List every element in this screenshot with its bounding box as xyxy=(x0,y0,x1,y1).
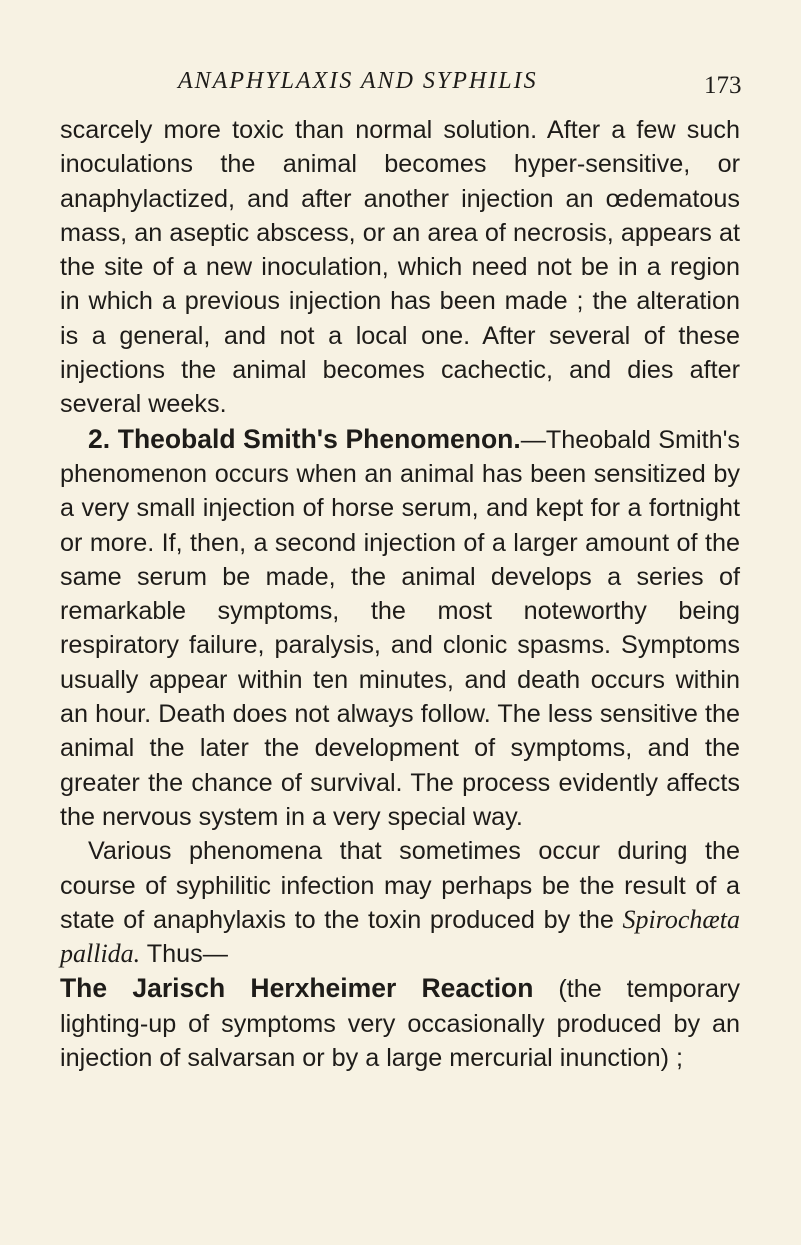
paragraph-3 xyxy=(60,834,740,971)
paragraph-4-text: (the temporary lighting-up of symptoms very occasionally produced by an injection of salvarsan or by a large mercurial inunction) ; xyxy=(60,975,740,1073)
paragraph-4 xyxy=(60,971,740,1075)
paragraph-3-text-after: Thus— xyxy=(140,940,228,969)
running-head xyxy=(0,68,801,108)
page-number: 173 xyxy=(704,72,742,99)
paragraph-3-text-before: Various phenomena that sometimes occur during the course of syphilitic infection may perhaps be the result of a state of anaphylaxis to the toxin produced by the xyxy=(60,837,740,934)
paragraph-2 xyxy=(60,422,740,835)
section-heading-theobald-smith: 2. Theobald Smith's Phenomenon. xyxy=(88,423,521,454)
running-title: ANAPHYLAXIS AND SYPHILIS xyxy=(178,68,538,94)
section-heading-jarisch-herxheimer: The Jarisch Herxheimer Reaction xyxy=(60,973,534,1004)
italic-term-spirochaeta: Spirochæta pallida. xyxy=(60,904,740,969)
paragraph-1: scarcely more toxic than normal solution. After a few such inoculations the animal becomes hyper-sensitive, or anaphylactized, and after another injection an œdematous mass, an aseptic abscess, or an area of necrosis, appears at the site of a new inoculation, which need not be in a region in which a previous injection has been made ; the alteration is a general, and not a local one. After several of these injections the animal becomes cachectic, and dies after several weeks. xyxy=(60,116,740,419)
paragraph-2-text: —Theobald Smith's phenomenon occurs when an animal has been sensitized by a very small injection of horse serum, and kept for a fortnight or more. If, then, a second injection of a larger amount of the same serum be made, the animal develops a series of remarkable symptoms, the most noteworthy being respiratory failure, paralysis, and clonic spasms. Symptoms usually appear within ten minutes, and death occurs within an hour. Death does not always follow. The less sensitive the animal the later the development of symptoms, and the greater the chance of survival. The process evidently affects the nervous system in a very special way. xyxy=(60,425,740,831)
body-text xyxy=(60,113,740,1075)
